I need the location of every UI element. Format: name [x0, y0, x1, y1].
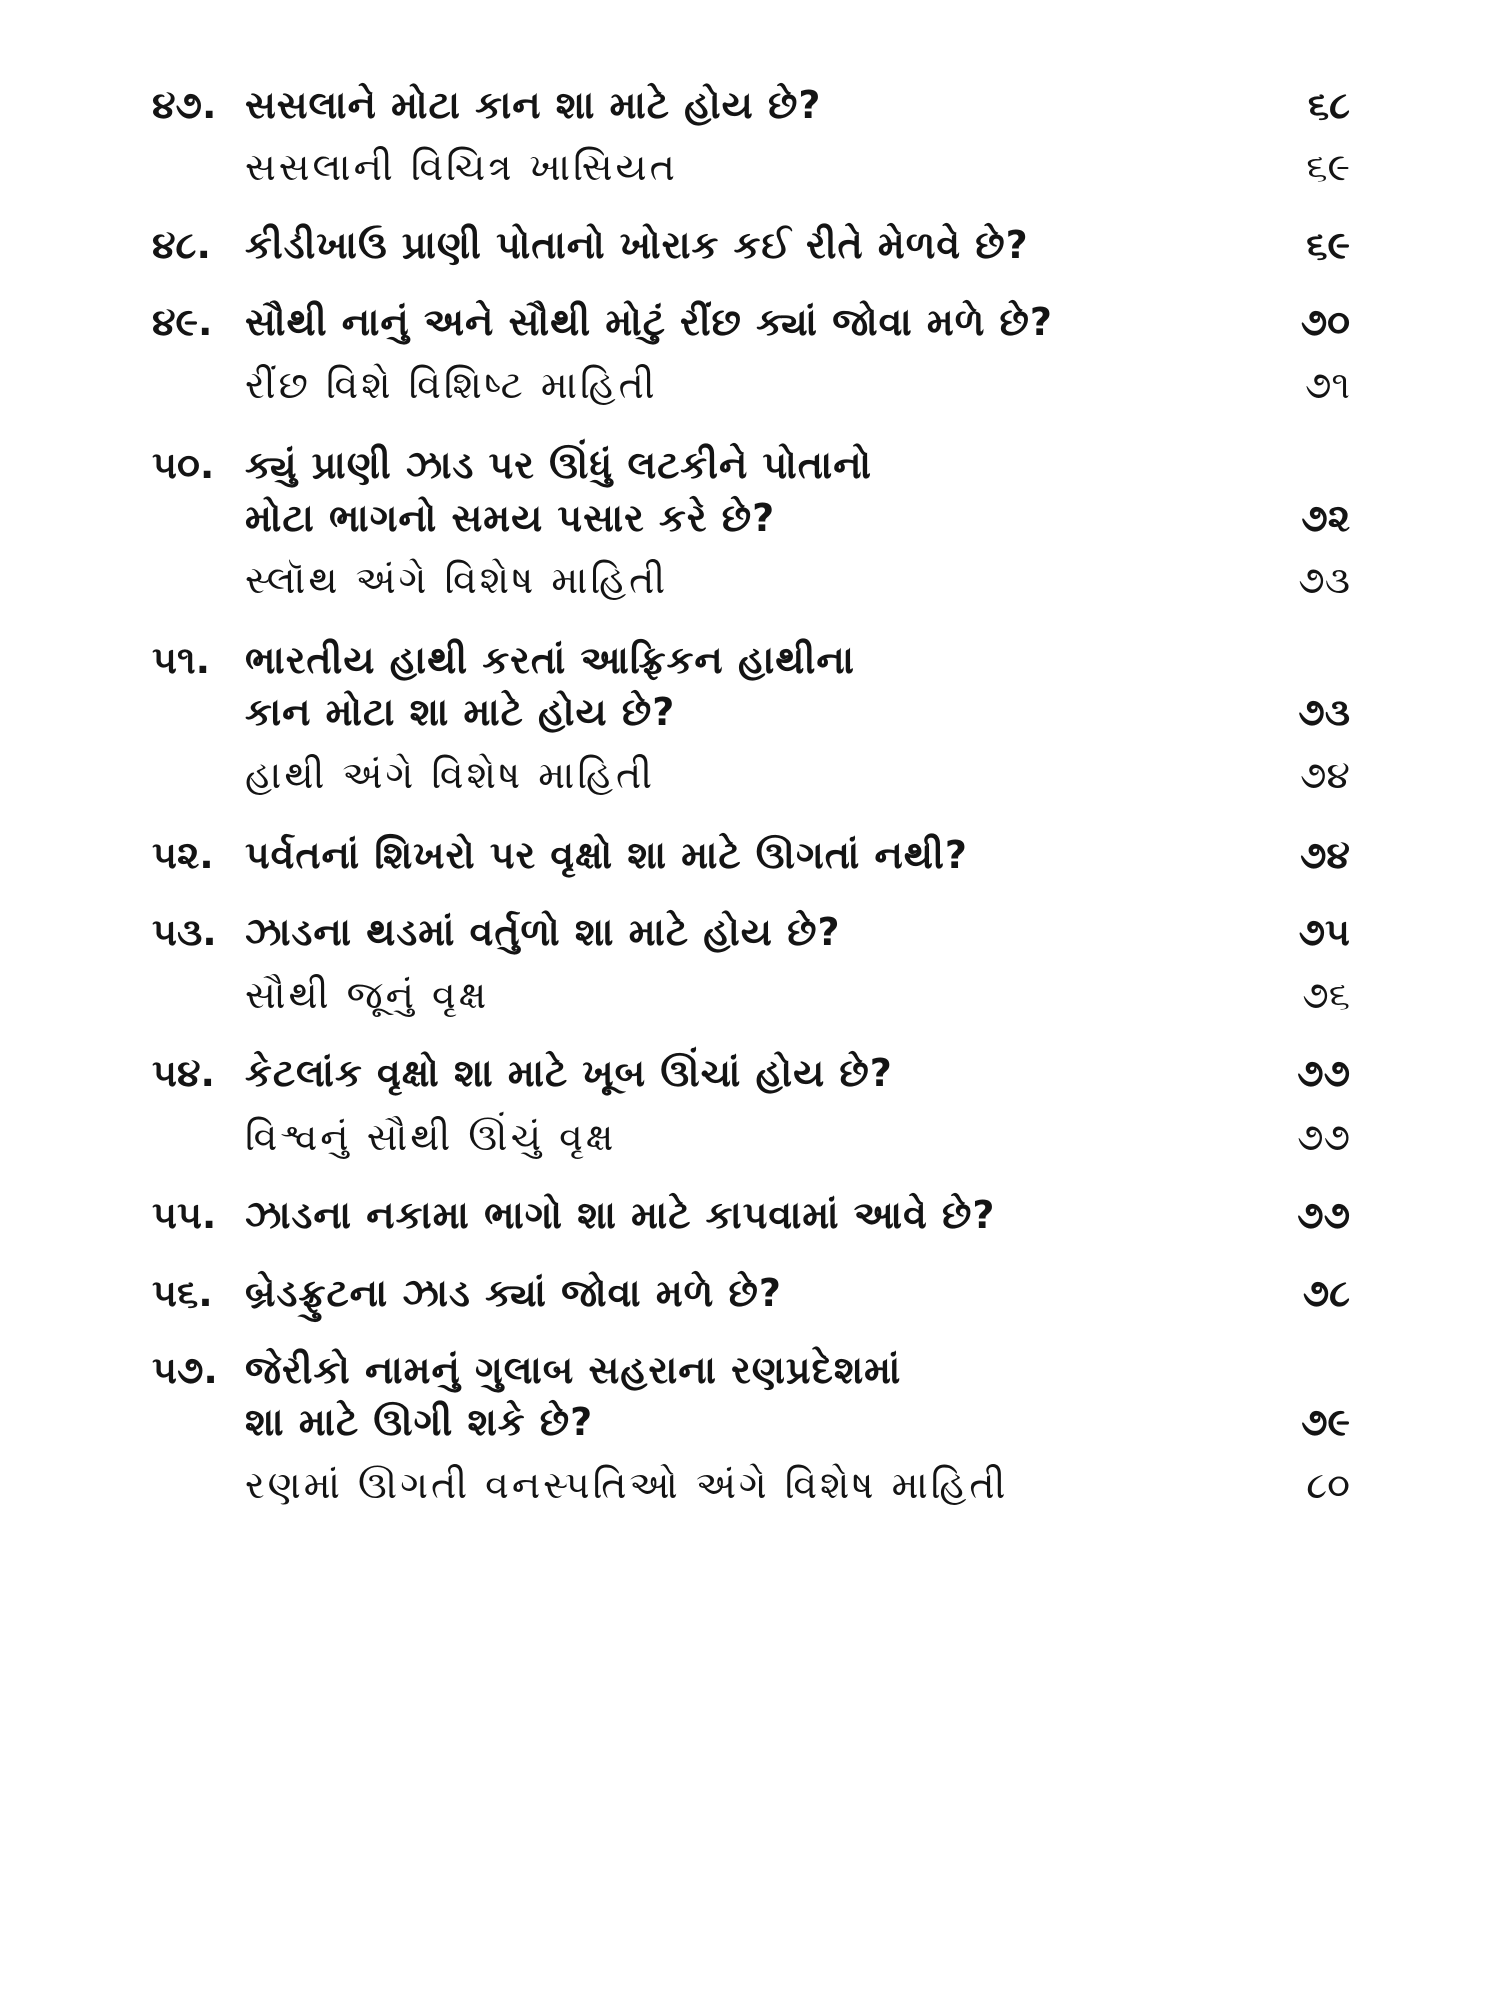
entry-title: મોટા ભાગનો સમય પસાર કરે છે?	[245, 496, 776, 540]
toc-subentry	[0, 960, 1500, 1030]
subentry-title: સસલાની વિચિત્ર ખાસિયત	[245, 145, 678, 189]
subentry-title: સૌથી જૂનું વૃક્ષ	[245, 973, 490, 1017]
subentry-title: હાથી અંગે વિશેષ માહિતી	[245, 753, 656, 797]
entry-number: ૫૬.	[152, 1271, 213, 1315]
entry-page-number: ૭૨	[1301, 496, 1350, 540]
entry-number: ૪૯.	[152, 300, 213, 344]
entry-number: ૫૫.	[152, 1193, 217, 1237]
entry-title: ઝાડના નકામા ભાગો શા માટે કાપવામાં આવે છે?	[245, 1193, 996, 1237]
entry-title: જેરીકો નામનું ગુલાબ સહરાના રણપ્રદેશમાં	[245, 1348, 902, 1392]
entry-number: ૪૭.	[152, 83, 217, 127]
entry-number: ૪૮.	[152, 223, 211, 267]
toc-entry-line	[0, 70, 1500, 140]
entry-title: કાન મોટા શા માટે હોય છે?	[245, 690, 676, 734]
toc-entry-line	[0, 820, 1500, 890]
toc-subentry	[0, 545, 1500, 615]
entry-title: સસલાને મોટા કાન શા માટે હોય છે?	[245, 83, 822, 127]
toc-subentry	[0, 1102, 1500, 1172]
entry-page-number: ૭૭	[1297, 1051, 1350, 1095]
subentry-page-number: ૬૯	[1306, 145, 1350, 189]
entry-page-number: ૭૫	[1298, 910, 1350, 954]
subentry-page-number: ૭૬	[1302, 973, 1350, 1017]
subentry-title: સ્લૉથ અંગે વિશેષ માહિતી	[245, 558, 669, 602]
toc-entry-line	[0, 1258, 1500, 1328]
toc-entry-line	[0, 210, 1500, 280]
entry-page-number: ૬૮	[1307, 83, 1350, 127]
toc-subentry	[0, 132, 1500, 202]
toc-entry-line	[0, 677, 1500, 747]
toc-subentry	[0, 1450, 1500, 1520]
entry-title: શા માટે ઊગી શકે છે?	[245, 1400, 594, 1444]
entry-number: ૫૦.	[152, 443, 215, 487]
toc-entry-line	[0, 1038, 1500, 1108]
entry-page-number: ૭૮	[1302, 1271, 1350, 1315]
toc-entry-line	[0, 287, 1500, 357]
entry-page-number: ૭૦	[1300, 300, 1350, 344]
entry-title: ભારતીય હાથી કરતાં આફ્રિકન હાથીના	[245, 638, 855, 682]
entry-title: સૌથી નાનું અને સૌથી મોટું રીંછ ક્યાં જોવા મળે છે?	[245, 300, 1053, 344]
entry-number: ૫૪.	[152, 1051, 215, 1095]
entry-page-number: ૬૯	[1306, 223, 1350, 267]
toc-entry-line	[0, 897, 1500, 967]
entry-number: ૫૧.	[152, 638, 211, 682]
subentry-title: રીંછ વિશે વિશિષ્ટ માહિતી	[245, 363, 658, 407]
entry-page-number: ૭૪	[1300, 833, 1350, 877]
subentry-page-number: ૭૧	[1304, 363, 1350, 407]
subentry-title: વિશ્વનું સૌથી ઊંચું વૃક્ષ	[245, 1115, 617, 1159]
toc-entry-line	[0, 483, 1500, 553]
subentry-page-number: ૮૦	[1306, 1463, 1350, 1507]
entry-title: ઝાડના થડમાં વર્તુળો શા માટે હોય છે?	[245, 910, 841, 954]
toc-subentry	[0, 350, 1500, 420]
entry-title: ક્યું પ્રાણી ઝાડ પર ઊંધું લટકીને પોતાનો	[245, 443, 873, 487]
subentry-page-number: ૭૪	[1300, 753, 1350, 797]
entry-number: ૫૭.	[152, 1348, 218, 1392]
subentry-page-number: ૭૩	[1298, 558, 1350, 602]
toc-entry-line	[0, 1387, 1500, 1457]
entry-number: ૫૨.	[152, 833, 214, 877]
entry-number: ૫૩.	[152, 910, 217, 954]
subentry-title: રણમાં ઊગતી વનસ્પતિઓ અંગે વિશેષ માહિતી	[245, 1463, 1009, 1507]
entry-title: કીડીખાઉ પ્રાણી પોતાનો ખોરાક કઈ રીતે મેળવે છે?	[245, 223, 1029, 267]
entry-title: બ્રેડફ્રુટના ઝાડ ક્યાં જોવા મળે છે?	[245, 1271, 782, 1315]
entry-page-number: ૭૭	[1297, 1193, 1350, 1237]
subentry-page-number: ૭૭	[1297, 1115, 1350, 1159]
entry-title: પર્વતનાં શિખરો પર વૃક્ષો શા માટે ઊગતાં નથી?	[245, 833, 968, 877]
toc-subentry	[0, 740, 1500, 810]
entry-page-number: ૭૩	[1298, 690, 1350, 734]
entry-page-number: ૭૯	[1301, 1400, 1350, 1444]
toc-entry-line	[0, 1180, 1500, 1250]
entry-title: કેટલાંક વૃક્ષો શા માટે ખૂબ ઊંચાં હોય છે?	[245, 1051, 893, 1095]
